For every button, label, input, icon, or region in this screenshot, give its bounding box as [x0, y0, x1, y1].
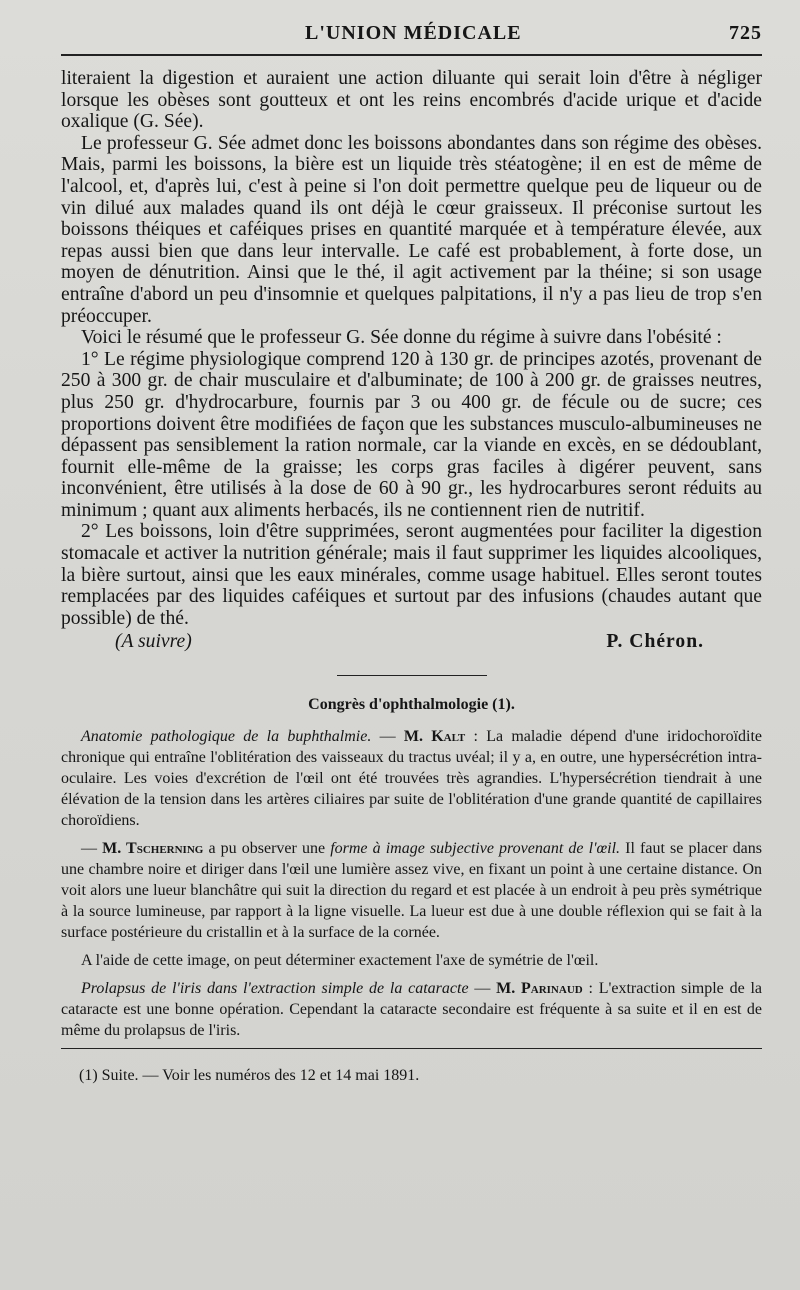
section-paragraph-3: A l'aide de cette image, on peut déterminer exactement l'axe de symétrie de l'œil. [81, 952, 599, 970]
paragraph-5: 2° Les boissons, loin d'être supprimées, seront augmentées pour faciliter la digestion stomacale et activer la nutrition générale; mais il faut supprimer les liquides alcooliques, la bière surtout, ainsi que les eaux minérales, comme usage habituel. Elles seront toutes remplacées par des liquides caféiques et surtout par des infusions (chaudes autant que possible) de thé. [61, 521, 762, 629]
s2-text: Il faut se placer dans une chambre noire et diriger dans l'œil une lumière assez vive, en fixant un point à une certaine distance. On voit alors une lueur blanchâtre qui suit la direction du regard et est placée à un endroit à peu près symétrique à la source lumineuse, par rapport à la ligne visuelle. La lueur est due à une double réflexion qui se fait à la surface postérieure du cristallin et à la surface de la cornée. [61, 840, 762, 942]
article-body [61, 68, 762, 629]
page-number: 725 [729, 22, 762, 44]
s2-lead: — [81, 840, 103, 858]
s2-author: M. Tscherning [102, 840, 204, 858]
section-body [61, 726, 762, 1041]
s2-title: forme à image subjective provenant de l'œil. [330, 840, 621, 858]
section-paragraph-1 [61, 726, 762, 831]
journal-title: L'UNION MÉDICALE [305, 22, 522, 44]
s1-author: M. Kalt [403, 728, 466, 746]
s1-text: : La maladie dépend d'une iridochoroïdite chronique qui entraîne l'oblitération des vaisseaux du tractus uvéal; il y a, en outre, une hypersécrétion intra-oculaire. Les voies d'excrétion de l'œil ont été trouvées très agrandies. L'hypersécrétion tiendrait à une élévation de la tension dans les artères ciliaires par suite de l'oblitération d'une grande quantité de capillaires choroïdiens. [61, 728, 763, 830]
section-paragraph-4 [61, 978, 762, 1041]
s1-title: Anatomie pathologique de la buphthalmie. [81, 728, 372, 746]
paragraph-1: literaient la digestion et auraient une action diluante qui serait loin d'être à négliger lorsque les obèses sont goutteux et ont les reins encombrés d'acide urique et d'acide oxalique (G. Sée). [61, 68, 762, 133]
header-rule [61, 54, 762, 56]
footnote-rule [61, 1048, 762, 1049]
paragraph-2: Le professeur G. Sée admet donc les boissons abondantes dans son régime des obèses. Mais, parmi les boissons, la bière est un liquide très stéatogène; il en est de même de l'alcool, et, d'après lui, c'est à peine si l'on doit permettre quelque peu de liqueur ou de vin dilué aux malades quand ils ont déjà le cœur graisseux. Il préconise surtout les boissons théiques et caféiques prises en quantité marquée et à température élevée, aux repas aussi bien que dans leur intervalle. Le café est probablement, à forte dose, un moyen de dénutrition. Ainsi que le thé, il agit activement par la théine; si son usage entraîne d'abord un peu d'insomnie et quelques palpitations, il n'y a pas lieu de trop s'en préoccuper. [61, 132, 762, 327]
signature-line [61, 631, 762, 653]
s1-dash: — [371, 728, 404, 746]
paragraph-4: 1° Le régime physiologique comprend 120 à 130 gr. de principes azotés, provenant de 250 à 300 gr. de chair musculaire et d'albuminate; de 100 à 200 gr. de graisses neutres, plus 250 gr. d'hydrocarbure, fournis par 3 ou 400 gr. de fécule ou de sucre; ces proportions doivent être modifiées de façon que les substances musculo-albumineuses ne dépassent pas sensiblement la ration normale, car la viande en excès, en se dédoublant, fournit elle-même de la graisse; les corps gras faciles à digérer peuvent, sans inconvénient, être utilisés à la dose de 60 à 90 gr., les hydrocarbures seront réduits au minimum ; quant aux aliments herbacés, ils ne contiennent rien de nutritif. [61, 348, 762, 521]
footnote: (1) Suite. — Voir les numéros des 12 et 14 mai 1891. [79, 1067, 420, 1085]
section-divider [337, 675, 487, 676]
author-signature: P. Chéron. [606, 631, 704, 653]
s4-title: Prolapsus de l'iris dans l'extraction simple de la cataracte [81, 980, 469, 998]
to-be-continued: (A suivre) [115, 631, 192, 653]
section-paragraph-2 [61, 838, 762, 943]
s4-text: : L'extraction simple de la cataracte est une bonne opération. Cependant la cataracte secondaire est fréquente à sa suite et il en est de même du prolapsus de l'iris. [61, 980, 762, 1040]
paragraph-3: Voici le résumé que le professeur G. Sée donne du régime à suivre dans l'obésité : [81, 327, 722, 349]
s4-dash: — [468, 980, 497, 998]
section-title: Congrès d'ophthalmologie (1). [308, 696, 515, 714]
s2-mid: a pu observer une [203, 840, 331, 858]
page-header [61, 22, 762, 52]
s4-author: M. Parinaud [496, 980, 583, 998]
